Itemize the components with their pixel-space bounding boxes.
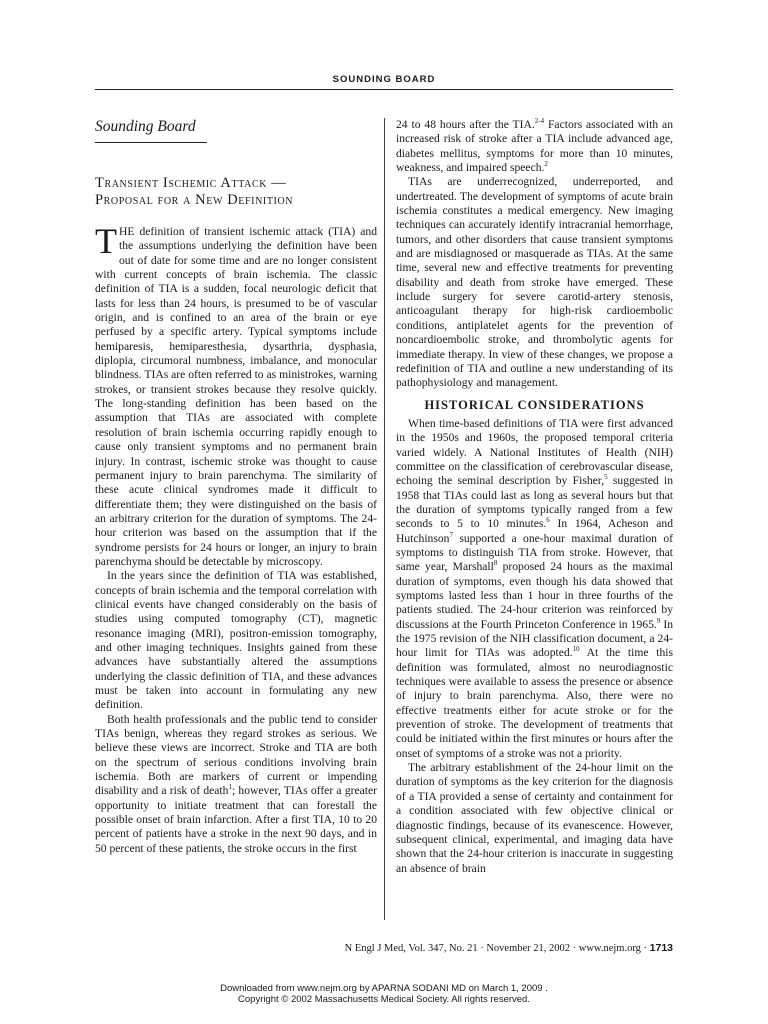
page-number: 1713: [649, 942, 673, 954]
paragraph-text: In 1964, Acheson and Hutchinson: [396, 517, 673, 545]
paragraph-text: ; however, TIAs offer a greater opportunity to initiate treatment that can forestall the possible onset of brain infarction. After a first TIA, 10 to 20 percent of patients have a stroke in the next 90 days, and in 50 percent of these patients, the stroke occurs in the first: [95, 784, 377, 855]
section-label: Sounding Board: [95, 118, 196, 135]
citation-superscript: 2-4: [534, 117, 545, 126]
citation-superscript: 2: [544, 160, 548, 169]
citation-superscript: 8: [493, 559, 498, 568]
citation-superscript: 10: [572, 645, 580, 654]
header-rule: [95, 89, 673, 90]
drop-cap: T: [95, 221, 117, 261]
download-notice: [0, 983, 768, 1005]
paragraph-text: Both health professionals and the public tend to consider TIAs benign, whereas they regard strokes as serious. We believe these views are incorrect. Stroke and TIA are both on the spectrum of serious conditions involving brain ischemia. Both are markers of current or impending disability and a risk of death: [95, 712, 377, 798]
paragraph-underrecognized: TIAs are underrecognized, underreported, and undertreated. The development of symptoms of acute brain ischemia constitutes a medical emergency. New imaging techniques can accurately identify intracranial hemorrhage, tumors, and other disorders that cause transient symptoms and are misdiagnosed or masquerade as TIAs. At the same time, several new and effective treatments for preventing disability and death from stroke have emerged. These include surgery for severe carotid-artery stenosis, anticoagulant therapy for high-risk cardioembolic conditions, antiplatelet agents for the prevention of noncardioembolic stroke, and thrombolytic agents for immediate therapy. In view of these changes, we propose a redefinition of TIA and outline a new understanding of its pathophysiology and management.: [396, 175, 673, 390]
section-subhead: HISTORICAL CONSIDERATIONS: [424, 397, 645, 412]
paragraph-text: At the time this definition was formulated, almost no neurodiagnostic techniques were available to assess the presence or absence of injury to brain parenchyma. Also, there were no effective treatments either for acute stroke or for the prevention of stroke. The development of treatments that could be initiated within the first minutes or hours after the onset of symptoms of a stroke was not a priority.: [396, 646, 673, 760]
article-title-line-1: Transient Ischemic Attack —: [95, 175, 287, 191]
paragraph-continued: [396, 118, 673, 175]
citation-superscript: 9: [656, 616, 661, 625]
article-title: [95, 175, 377, 209]
paragraph-benign: [95, 713, 377, 856]
paragraph-text: When time-based definitions of TIA were first advanced in the 1950s and 1960s, the proposed temporal criteria varied widely. A National Institutes of Health (NIH) committee on the classification of cerebrovascular disease, echoing the seminal description by Fisher,: [396, 416, 673, 488]
page-footer: [300, 942, 673, 954]
download-line: Downloaded from www.nejm.org by APARNA SODANI MD on March 1, 2009 .: [220, 983, 548, 994]
citation-superscript: 5: [604, 473, 608, 482]
left-column: [95, 118, 377, 856]
column-divider: [384, 118, 385, 920]
paragraph-arbitrary: The arbitrary establishment of the 24-hour limit on the duration of symptoms as the key criterion for the diagnosis of a TIA provided a sense of certainty and containment for a condition associated with few objective clinical or diagnostic findings, because of its evanescence. However, subsequent clinical, experimental, and imaging data have shown that the 24-hour criterion is inaccurate in suggesting an absence of brain: [396, 761, 673, 875]
copyright-line: Copyright © 2002 Massachusetts Medical Society. All rights reserved.: [238, 994, 530, 1005]
article-title-line-2: Proposal for a New Definition: [95, 192, 294, 208]
paragraph-text: Factors associated with an increased risk of stroke after a TIA include advanced age, diabetes mellitus, symptoms for more than 10 minutes, weakness, and impaired speech.: [396, 118, 674, 175]
paragraph-text: In the 1975 revision of the NIH classification document, a 24-hour limit for TIAs was adopted.: [396, 617, 673, 660]
paragraph-text: proposed 24 hours as the maximal duration of symptoms, even though his data showed that symptoms lasted less than 1 hour in three fourths of the patients studied. The 24-hour criterion was reinforced by discussions at the Fourth Princeton Conference in 1965.: [396, 560, 673, 631]
paragraph-text: suggested in 1958 that TIAs could last as long as several hours but that the duration of symptoms typically ranged from a few seconds to 5 to 10 minutes.: [396, 474, 673, 531]
citation-superscript: 6: [546, 516, 550, 525]
paragraph-history: [396, 417, 673, 761]
paragraph-imaging: In the years since the definition of TIA was established, concepts of brain ischemia and the temporal correlation with clinical events have changed considerably on the basis of studies using computed tomography (CT), magnetic resonance imaging (MRI), positron-emission tomography, and other imaging techniques. Insights gained from these advances have substantially altered the assumptions underlying the classic definition of TIA, and these advances must be taken into account in formulating any new definition.: [95, 569, 377, 712]
citation-superscript: 1: [228, 783, 232, 792]
citation-line: N Engl J Med, Vol. 347, No. 21 · November 21, 2002 · www.nejm.org ·: [344, 943, 648, 954]
citation-superscript: 7: [449, 530, 453, 539]
paragraph-text: supported a one-hour maximal duration of symptoms to distinguish TIA from stroke. However, that same year, Marshall: [396, 531, 673, 574]
section-rule: [95, 142, 207, 143]
intro-paragraph: [95, 221, 377, 569]
running-head: SOUNDING BOARD: [332, 74, 436, 85]
right-column: [396, 118, 673, 876]
intro-text: HE definition of transient ischemic attack (TIA) and the assumptions underlying the definition have been out of date for some time and are no longer consistent with current concepts of brain ischemia. The classic definition of TIA is a sudden, focal neurologic deficit that lasts for less than 24 hours, is presumed to be of vascular origin, and is confined to an area of the brain or eye perfused by a specific artery. Typical symptoms include hemiparesis, hemiparesthesia, dysarthria, dysphasia, diplopia, circumoral numbness, imbalance, and monocular blindness. TIAs are often referred to as ministrokes, warning strokes, or transient strokes because they resolve quickly. The long-standing definition has been based on the assumption that TIAs are associated with complete resolution of brain ischemia occurring rapidly enough to cause only transient symptoms and no permanent brain injury. In contrast, ischemic stroke was thought to cause permanent injury to brain parenchyma. The similarity of these acute clinical syndromes made it difficult to differentiate them; they were distinguished on the basis of an arbitrary criterion for the duration of symptoms. The 24-hour criterion was based on the assumption that if the syndrome persists for 24 hours or longer, an injury to brain parenchyma should be detectable by microscopy.: [95, 225, 377, 568]
paragraph-text: 24 to 48 hours after the TIA.: [396, 118, 535, 131]
